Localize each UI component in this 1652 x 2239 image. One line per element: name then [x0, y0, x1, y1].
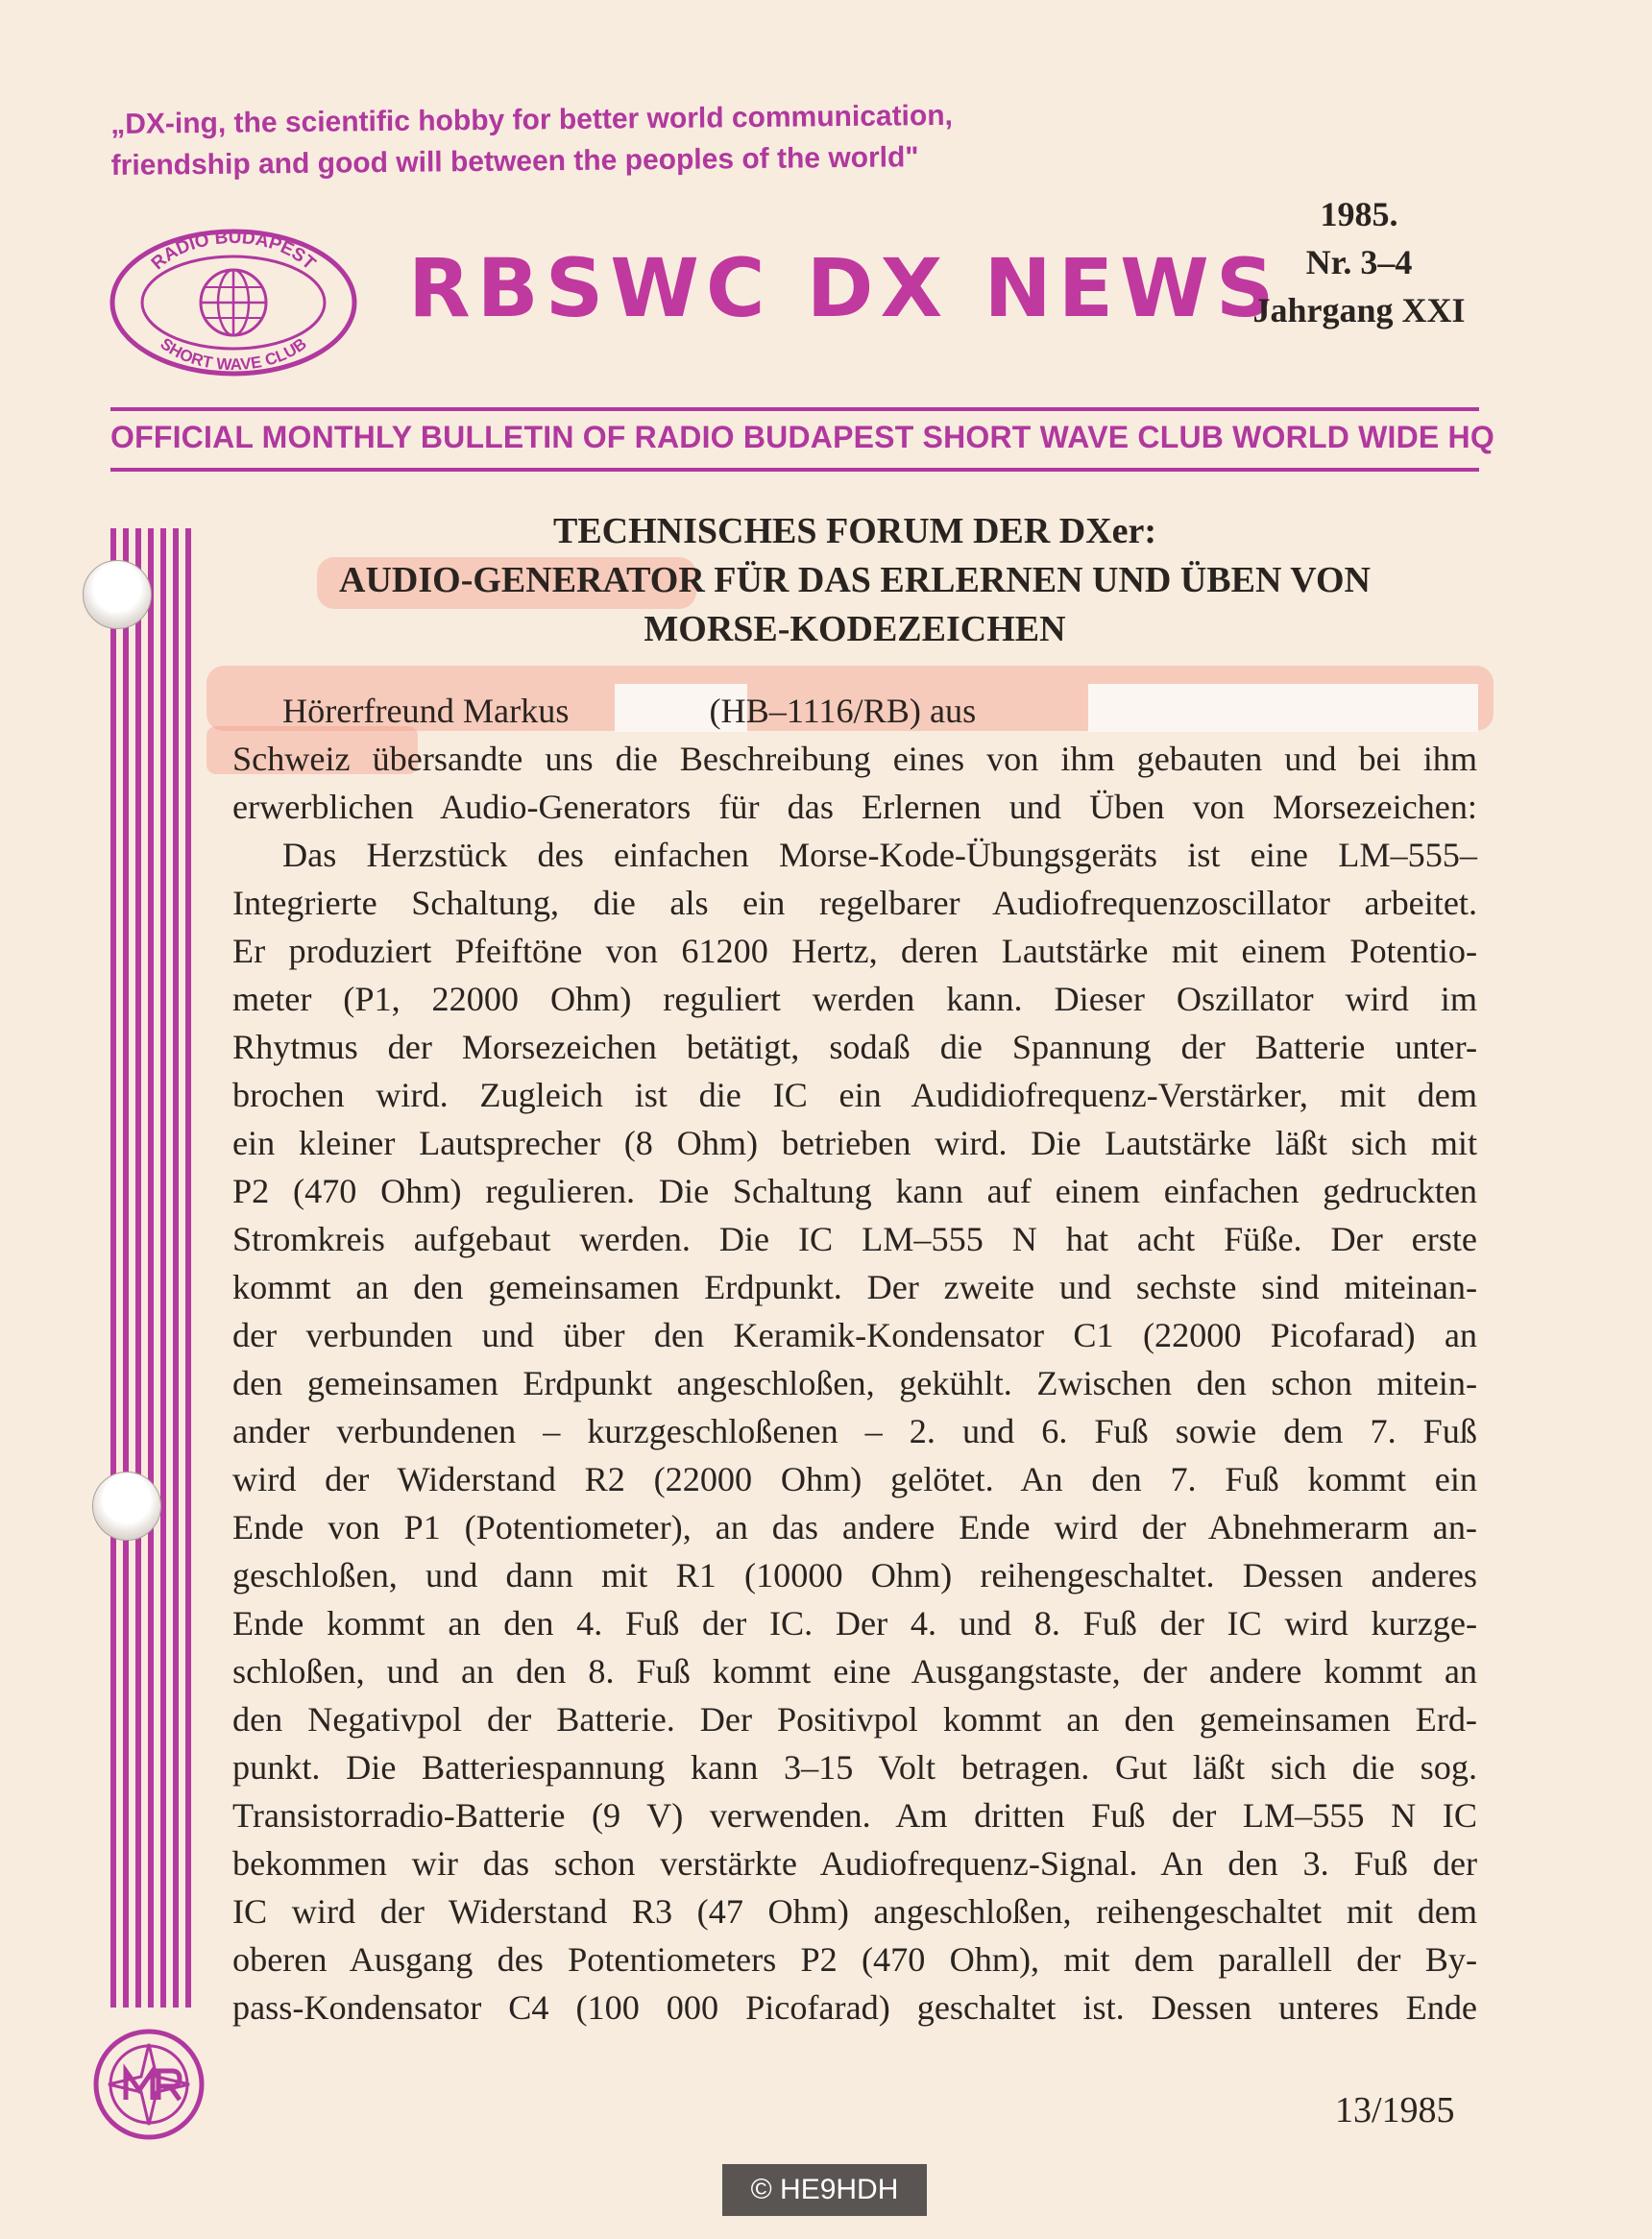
body-line: Stromkreis aufgebaut werden. Die IC LM–555 N hat acht Füße. Der erste — [232, 1220, 1477, 1258]
binding-bar — [173, 528, 179, 2008]
body-line: bekommen wir das schon verstärkte Audiofrequenz-Signal. An den 3. Fuß der — [232, 1844, 1477, 1883]
bulletin-subtitle: OFFICIAL MONTHLY BULLETIN OF RADIO BUDAPEST SHORT WAVE CLUB WORLD WIDE HQ — [110, 420, 1494, 454]
binding-bar — [148, 528, 154, 2008]
body-line: erwerblichen Audio-Generators für das Erlernen und Üben von Morsezeichen: — [232, 788, 1477, 826]
body-line: punkt. Die Batteriespannung kann 3–15 Volt betragen. Gut läßt sich die sog. — [232, 1748, 1477, 1787]
motto — [110, 94, 1033, 186]
body-line: den gemeinsamen Erdpunkt angeschloßen, gekühlt. Zwischen den schon mitein- — [232, 1364, 1477, 1402]
body-line: Transistorradio-Batterie (9 V) verwenden. Am dritten Fuß der LM–555 N IC — [232, 1796, 1477, 1835]
issue-number: Nr. 3–4 — [1305, 243, 1413, 281]
body-line: Schweiz übersandte uns die Beschreibung eines von ihm gebauten und bei ihm — [232, 740, 1477, 778]
article-title — [231, 507, 1479, 654]
body-line: kommt an den gemeinsamen Erdpunkt. Der zweite und sechste sind miteinan- — [232, 1268, 1477, 1306]
body-line: der verbunden und über den Keramik-Kondensator C1 (22000 Picofarad) an — [232, 1316, 1477, 1354]
intro-text-b: (HB–1116/RB) aus — [709, 692, 977, 730]
issue-info — [1239, 190, 1479, 334]
body-line: schloßen, und an den 8. Fuß kommt eine Ausgangstaste, der andere kommt an — [232, 1652, 1477, 1691]
bottom-rule — [110, 468, 1479, 472]
punch-hole — [83, 560, 152, 629]
body-line: ander verbundenen – kurzgeschloßenen – 2. und 6. Fuß sowie dem 7. Fuß — [232, 1412, 1477, 1450]
body-line: Rhytmus der Morsezeichen betätigt, sodaß die Spannung der Batterie unter- — [232, 1028, 1477, 1066]
body-line: IC wird der Widerstand R3 (47 Ohm) angeschloßen, reihengeschaltet mit dem — [232, 1892, 1477, 1931]
body-line: geschloßen, und dann mit R1 (10000 Ohm) reihengeschaltet. Dessen anderes — [232, 1556, 1477, 1594]
body-line: ein kleiner Lautsprecher (8 Ohm) betrieben wird. Die Lautstärke läßt sich mit — [232, 1124, 1477, 1162]
top-rule — [110, 407, 1479, 411]
article-title-line-3: MORSE-KODEZEICHEN — [644, 609, 1066, 649]
motto-line-1: „DX-ing, the scientific hobby for better world communication, — [110, 99, 954, 140]
article-title-line-1: TECHNISCHES FORUM DER DXer: — [552, 511, 1157, 551]
body-line: den Negativpol der Batterie. Der Positivpol kommt an den gemeinsamen Erd- — [232, 1700, 1477, 1739]
issue-year: 1985. — [1320, 195, 1398, 233]
punch-hole — [92, 1472, 161, 1541]
body-line: Er produziert Pfeiftöne von 61200 Hertz, deren Lautstärke mit einem Potentio- — [232, 932, 1477, 970]
body-line: oberen Ausgang des Potentiometers P2 (470 Ohm), mit dem parallell der By- — [232, 1940, 1477, 1979]
body-line: Das Herzstück des einfachen Morse-Kode-Übungsgeräts ist eine LM–555– — [282, 836, 1477, 874]
binding-bar — [123, 528, 129, 2008]
article-title-line-2: AUDIO-GENERATOR FÜR DAS ERLERNEN UND ÜBEN VON — [339, 560, 1371, 600]
body-line: Integrierte Schaltung, die als ein regelbarer Audiofrequenzoscillator arbeitet. — [232, 884, 1477, 922]
logo-bottom-text: SHORT WAVE CLUB — [157, 334, 310, 375]
intro-line — [232, 687, 1477, 735]
body-line: Ende von P1 (Potentiometer), an das andere Ende wird der Abnehmerarm an- — [232, 1508, 1477, 1546]
intro-text-a: Hörerfreund Markus — [282, 692, 570, 730]
body-line: P2 (470 Ohm) regulieren. Die Schaltung kann auf einem einfachen gedruckten — [232, 1172, 1477, 1210]
binding-bar — [185, 528, 191, 2008]
body-line: wird der Widerstand R2 (22000 Ohm) gelötet. An den 7. Fuß kommt ein — [232, 1460, 1477, 1498]
club-logo — [108, 226, 359, 379]
article-body — [232, 687, 1477, 2032]
issue-volume: Jahrgang XXI — [1252, 291, 1466, 329]
binding-bar — [135, 528, 141, 2008]
binding-bar — [110, 528, 116, 2008]
page-number: 13/1985 — [1335, 2090, 1455, 2130]
body-line: pass-Kondensator C4 (100 000 Picofarad) geschaltet ist. Dessen unteres Ende — [232, 1988, 1477, 2027]
club-stamp-icon — [91, 2027, 206, 2142]
body-line: Ende kommt an den 4. Fuß der IC. Der 4. und 8. Fuß der IC wird kurzge- — [232, 1604, 1477, 1643]
logo-top-text: RADIO BUDAPEST — [147, 227, 320, 275]
copyright-watermark: © HE9HDH — [722, 2164, 927, 2216]
motto-line-2: friendship and good will between the peoples of the world" — [110, 141, 919, 182]
masthead-title: RBSWC DX NEWS — [408, 241, 1281, 335]
body-line: meter (P1, 22000 Ohm) reguliert werden kann. Dieser Oszillator wird im — [232, 980, 1477, 1018]
body-line: brochen wird. Zugleich ist die IC ein Audidiofrequenz-Verstärker, mit dem — [232, 1076, 1477, 1114]
binding-bars — [110, 528, 197, 2008]
binding-bar — [160, 528, 166, 2008]
